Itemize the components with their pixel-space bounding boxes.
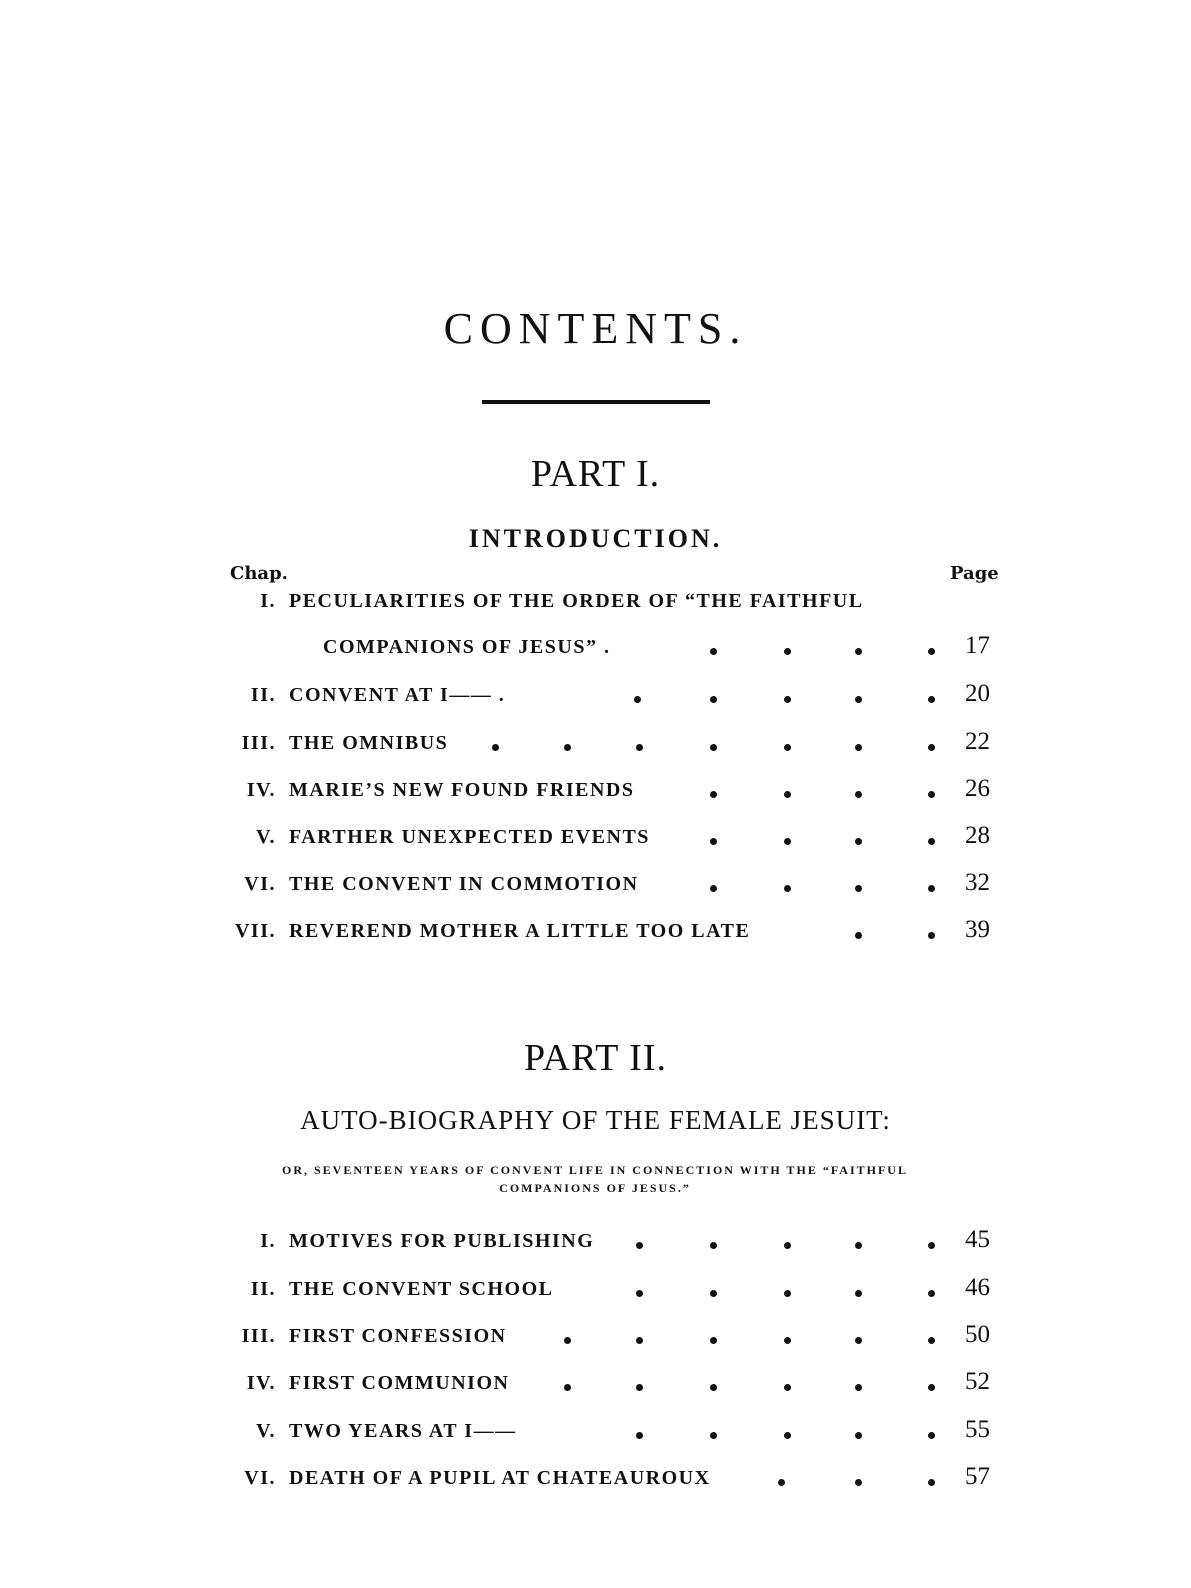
chapter-number: VI. bbox=[244, 1467, 276, 1489]
page-number: 28 bbox=[965, 822, 990, 849]
chapter-title: THE OMNIBUS bbox=[289, 732, 449, 754]
leader-dot bbox=[710, 744, 717, 751]
leader-dot bbox=[928, 885, 935, 892]
leader-dot bbox=[778, 1479, 785, 1486]
chapter-title: THE CONVENT SCHOOL bbox=[289, 1278, 554, 1300]
leader-dot bbox=[855, 1242, 862, 1249]
chapter-title: MARIE’S NEW FOUND FRIENDS bbox=[289, 779, 635, 801]
leader-dot bbox=[855, 1337, 862, 1344]
toc-entry-continued bbox=[0, 632, 1191, 676]
chapter-number: VII. bbox=[234, 920, 276, 942]
leader-dot bbox=[710, 791, 717, 798]
chapter-title: THE CONVENT IN COMMOTION bbox=[289, 873, 639, 895]
leader-dot bbox=[855, 744, 862, 751]
leader-dot bbox=[784, 838, 791, 845]
leader-dot bbox=[784, 791, 791, 798]
leader-dot bbox=[784, 744, 791, 751]
page-title: CONTENTS. bbox=[443, 304, 748, 353]
leader-dot bbox=[710, 1432, 717, 1439]
leader-dot bbox=[855, 932, 862, 939]
leader-dot bbox=[784, 648, 791, 655]
toc-entry bbox=[0, 1416, 1191, 1460]
page-number: 32 bbox=[965, 869, 990, 896]
leader-dot bbox=[636, 1384, 643, 1391]
page-number: 46 bbox=[965, 1274, 990, 1301]
part1-subheading: INTRODUCTION. bbox=[468, 524, 723, 553]
chapter-number: IV. bbox=[246, 779, 276, 801]
page-number: 17 bbox=[965, 632, 990, 659]
leader-dot bbox=[710, 838, 717, 845]
title-rule bbox=[482, 400, 710, 404]
leader-dot bbox=[855, 696, 862, 703]
page-number: 57 bbox=[965, 1463, 990, 1490]
leader-dot bbox=[564, 744, 571, 751]
toc-entry bbox=[0, 1463, 1191, 1507]
part2-subheading: AUTO-BIOGRAPHY OF THE FEMALE JESUIT: bbox=[300, 1105, 891, 1135]
leader-dot bbox=[710, 1337, 717, 1344]
chapter-number: I. bbox=[260, 590, 276, 612]
leader-dot bbox=[492, 744, 499, 751]
chapter-number: IV. bbox=[246, 1372, 276, 1394]
chapter-title: MOTIVES FOR PUBLISHING bbox=[289, 1230, 595, 1252]
chapter-title: TWO YEARS AT I—— bbox=[289, 1420, 517, 1442]
chapter-number: II. bbox=[250, 1278, 276, 1300]
leader-dot bbox=[636, 1432, 643, 1439]
leader-dot bbox=[634, 696, 641, 703]
chapter-title: PECULIARITIES OF THE ORDER OF “THE FAITHFUL bbox=[289, 590, 864, 612]
leader-dot bbox=[564, 1384, 571, 1391]
chapter-number: I. bbox=[260, 1230, 276, 1252]
chapter-number: V. bbox=[256, 1420, 276, 1442]
page-number: 26 bbox=[965, 775, 990, 802]
chapter-column-heading: Chap. bbox=[230, 563, 288, 584]
toc-entry bbox=[0, 1321, 1191, 1365]
leader-dot bbox=[710, 1384, 717, 1391]
leader-dot bbox=[710, 696, 717, 703]
leader-dot bbox=[784, 1384, 791, 1391]
leader-dot bbox=[928, 838, 935, 845]
page-number: 50 bbox=[965, 1321, 990, 1348]
toc-entry bbox=[0, 1274, 1191, 1318]
chapter-title: CONVENT AT I—— . bbox=[289, 684, 506, 706]
leader-dot bbox=[710, 648, 717, 655]
leader-dot bbox=[784, 885, 791, 892]
toc-entry bbox=[0, 590, 1191, 630]
leader-dot bbox=[855, 885, 862, 892]
toc-entry bbox=[0, 1368, 1191, 1412]
leader-dot bbox=[636, 1242, 643, 1249]
page-number: 55 bbox=[965, 1416, 990, 1443]
leader-dot bbox=[928, 791, 935, 798]
leader-dot bbox=[636, 744, 643, 751]
chapter-number: VI. bbox=[244, 873, 276, 895]
page-column-heading: Page bbox=[950, 563, 999, 584]
chapter-title-continued: COMPANIONS OF JESUS” . bbox=[323, 636, 611, 658]
leader-dot bbox=[855, 648, 862, 655]
part2-heading: PART II. bbox=[524, 1037, 667, 1079]
chapter-title: REVEREND MOTHER A LITTLE TOO LATE bbox=[289, 920, 751, 942]
chapter-number: V. bbox=[256, 826, 276, 848]
leader-dot bbox=[636, 1337, 643, 1344]
leader-dot bbox=[855, 838, 862, 845]
leader-dot bbox=[710, 885, 717, 892]
leader-dot bbox=[928, 1384, 935, 1391]
leader-dot bbox=[928, 932, 935, 939]
toc-entry bbox=[0, 775, 1191, 819]
leader-dot bbox=[710, 1290, 717, 1297]
leader-dot bbox=[928, 648, 935, 655]
page-number: 45 bbox=[965, 1226, 990, 1253]
chapter-title: DEATH OF A PUPIL AT CHATEAUROUX bbox=[289, 1467, 711, 1489]
leader-dot bbox=[928, 1479, 935, 1486]
leader-dot bbox=[928, 744, 935, 751]
chapter-title: FIRST CONFESSION bbox=[289, 1325, 507, 1347]
chapter-number: II. bbox=[250, 684, 276, 706]
toc-entry bbox=[0, 869, 1191, 913]
chapter-title: FIRST COMMUNION bbox=[289, 1372, 510, 1394]
page-number: 52 bbox=[965, 1368, 990, 1395]
leader-dot bbox=[855, 1479, 862, 1486]
chapter-number: III. bbox=[241, 732, 276, 754]
page-number: 22 bbox=[965, 728, 990, 755]
page-number: 20 bbox=[965, 680, 990, 707]
leader-dot bbox=[784, 1242, 791, 1249]
part1-heading: PART I. bbox=[530, 453, 661, 495]
leader-dot bbox=[710, 1242, 717, 1249]
toc-entry bbox=[0, 822, 1191, 866]
leader-dot bbox=[928, 1290, 935, 1297]
toc-entry bbox=[0, 1226, 1191, 1270]
leader-dot bbox=[855, 791, 862, 798]
leader-dot bbox=[928, 1432, 935, 1439]
part2-subtitle-line1: OR, SEVENTEEN YEARS OF CONVENT LIFE IN CONNECTION WITH THE “FAITHFUL bbox=[282, 1163, 908, 1177]
leader-dot bbox=[784, 1432, 791, 1439]
page-number: 39 bbox=[965, 916, 990, 943]
toc-entry bbox=[0, 728, 1191, 772]
leader-dot bbox=[928, 696, 935, 703]
leader-dot bbox=[564, 1337, 571, 1344]
leader-dot bbox=[636, 1290, 643, 1297]
leader-dot bbox=[784, 1290, 791, 1297]
leader-dot bbox=[855, 1290, 862, 1297]
chapter-title: FARTHER UNEXPECTED EVENTS bbox=[289, 826, 650, 848]
leader-dot bbox=[855, 1432, 862, 1439]
part2-subtitle-line2: COMPANIONS OF JESUS.” bbox=[499, 1181, 691, 1195]
chapter-number: III. bbox=[241, 1325, 276, 1347]
toc-entry bbox=[0, 680, 1191, 724]
leader-dot bbox=[928, 1337, 935, 1344]
leader-dot bbox=[928, 1242, 935, 1249]
leader-dot bbox=[784, 1337, 791, 1344]
toc-entry bbox=[0, 916, 1191, 960]
leader-dot bbox=[784, 696, 791, 703]
leader-dot bbox=[855, 1384, 862, 1391]
